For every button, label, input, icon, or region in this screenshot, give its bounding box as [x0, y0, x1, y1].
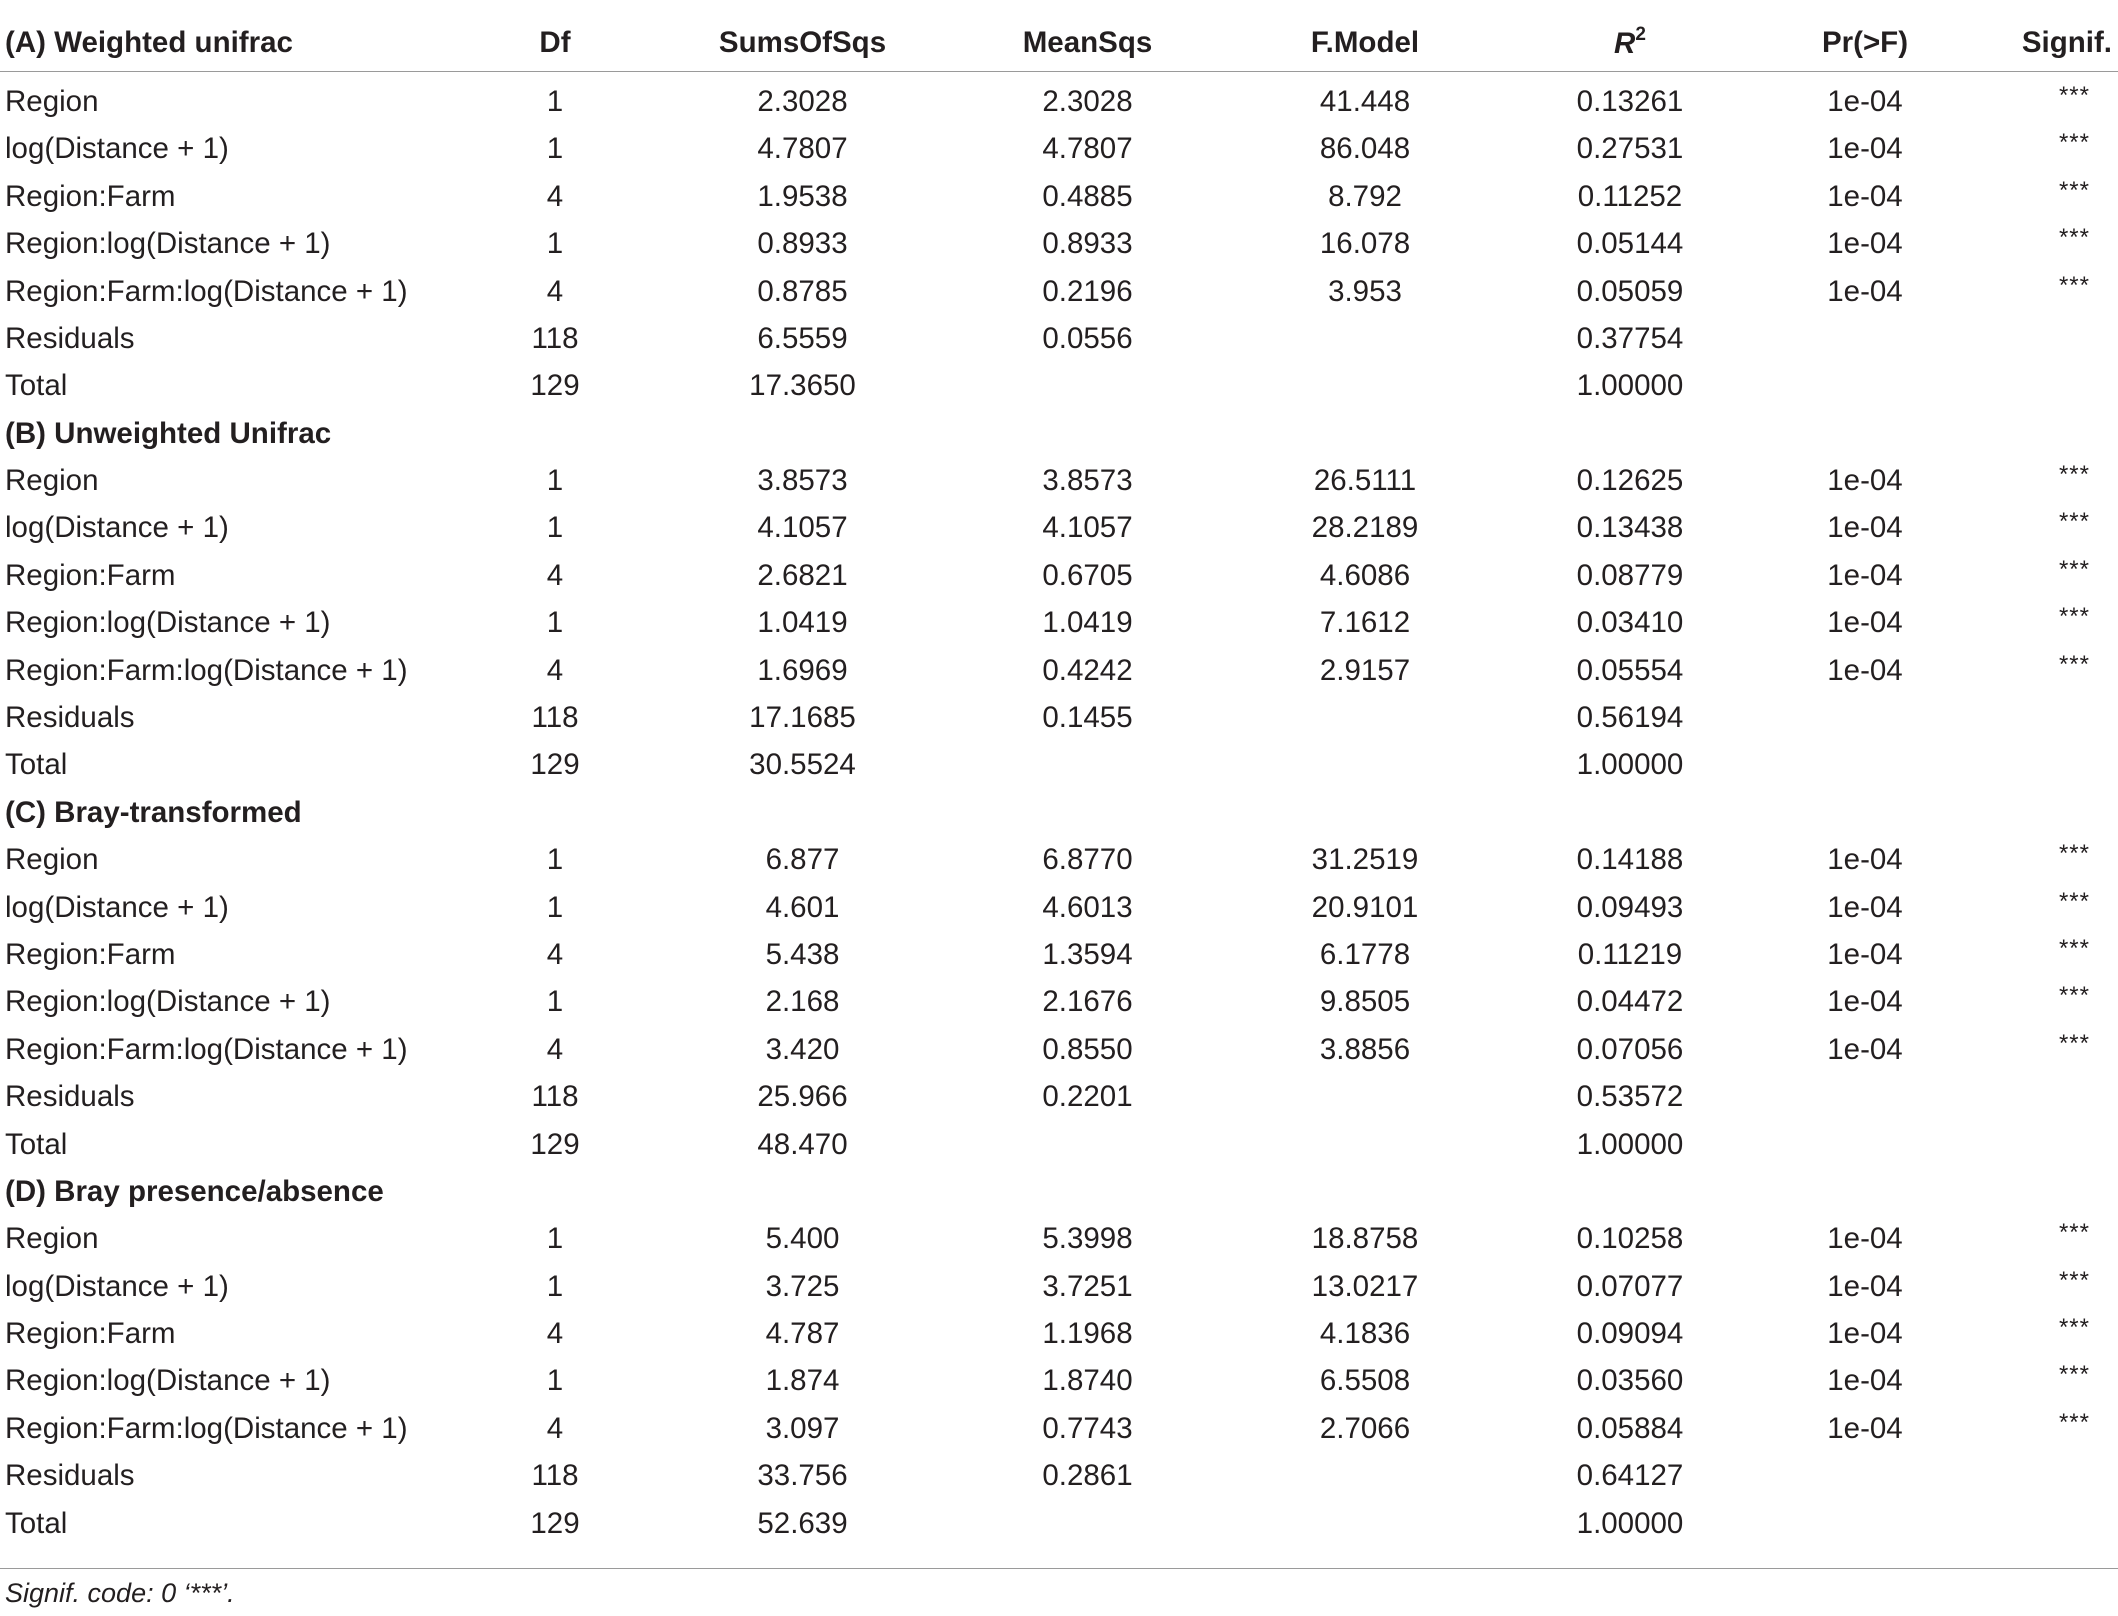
row-fmodel [1230, 362, 1500, 409]
row-term: Total [5, 369, 68, 403]
row-signif: *** [2058, 176, 2090, 204]
row-pr [1760, 1500, 1970, 1547]
row-pr: 1e-04 [1827, 1222, 1903, 1256]
row-meansqs: 2.1676 [1042, 985, 1133, 1019]
row-df: 118 [531, 1459, 579, 1493]
row-meansqs: 1.8740 [1042, 1364, 1133, 1398]
row-fmodel: 26.5111 [1313, 464, 1417, 498]
row-fmodel [1230, 1121, 1500, 1168]
row-meansqs: 1.0419 [1042, 606, 1133, 640]
row-meansqs: 0.8933 [1042, 227, 1133, 261]
row-df: 1 [546, 464, 564, 498]
row-term: Residuals [5, 701, 135, 735]
row-meansqs [945, 741, 1230, 788]
table-row [0, 1310, 2118, 1357]
table-row [0, 268, 2118, 315]
row-sumsofsqs: 2.168 [765, 985, 840, 1019]
row-meansqs: 0.2196 [1042, 274, 1133, 308]
row-fmodel: 6.5508 [1319, 1364, 1411, 1398]
row-pr [1760, 1452, 1970, 1499]
row-r2: 0.05884 [1576, 1411, 1684, 1445]
table-footnote: Signif. code: 0 ‘***’. [5, 1578, 235, 1608]
row-sumsofsqs: 17.1685 [749, 701, 856, 735]
row-term: Region:log(Distance + 1) [5, 227, 331, 261]
table-bottom-rule [0, 1568, 2118, 1569]
row-df: 1 [546, 890, 564, 924]
row-term: Region:log(Distance + 1) [5, 606, 331, 640]
row-df: 1 [546, 1269, 564, 1303]
row-fmodel: 31.2519 [1311, 843, 1419, 877]
row-sumsofsqs: 1.874 [765, 1364, 840, 1398]
row-term: log(Distance + 1) [5, 890, 229, 924]
table-row [0, 978, 2118, 1025]
row-pr: 1e-04 [1827, 464, 1903, 498]
row-fmodel [1230, 694, 1500, 741]
row-term: Region:Farm [5, 1317, 176, 1351]
row-r2: 0.13438 [1576, 511, 1684, 545]
header-fmodel: F.Model [1230, 14, 1500, 72]
row-meansqs [945, 1500, 1230, 1547]
row-fmodel: 86.048 [1319, 132, 1411, 166]
row-fmodel: 28.2189 [1311, 511, 1419, 545]
row-term: Region [5, 843, 99, 877]
row-signif: *** [2058, 1029, 2090, 1057]
row-r2: 1.00000 [1576, 369, 1684, 403]
row-df: 1 [546, 843, 564, 877]
row-r2: 0.13261 [1576, 84, 1684, 118]
row-df: 4 [546, 179, 564, 213]
row-signif-cell [1970, 505, 2118, 552]
table-row [0, 741, 2118, 788]
row-sumsofsqs: 6.5559 [757, 321, 848, 355]
row-term: Region [5, 84, 99, 118]
header-r2-superscript: 2 [1635, 23, 1646, 45]
row-fmodel: 7.1612 [1319, 606, 1411, 640]
row-fmodel: 2.7066 [1319, 1411, 1411, 1445]
row-signif-cell [1970, 599, 2118, 646]
table-row [0, 315, 2118, 362]
row-sumsofsqs: 2.3028 [757, 84, 848, 118]
header-pr: Pr(>F) [1760, 14, 1970, 72]
row-term: Region:Farm [5, 937, 176, 971]
section-title-row [0, 789, 2118, 836]
row-sumsofsqs: 5.400 [765, 1222, 840, 1256]
row-df: 4 [546, 274, 564, 308]
row-term: log(Distance + 1) [5, 511, 229, 545]
row-signif-cell [1970, 72, 2118, 126]
table-row [0, 647, 2118, 694]
row-meansqs: 5.3998 [1042, 1222, 1133, 1256]
row-r2: 0.05059 [1576, 274, 1684, 308]
section-title: (C) Bray-transformed [5, 795, 302, 829]
row-signif-cell [1970, 1073, 2118, 1120]
table-row [0, 125, 2118, 172]
row-meansqs: 6.8770 [1042, 843, 1133, 877]
row-term: Region:Farm [5, 179, 176, 213]
row-term: Total [5, 748, 68, 782]
row-signif-cell [1970, 457, 2118, 504]
row-signif: *** [2058, 129, 2090, 157]
section-title: (B) Unweighted Unifrac [5, 416, 332, 450]
row-sumsofsqs: 33.756 [757, 1459, 848, 1493]
header-meansqs: MeanSqs [945, 14, 1230, 72]
row-r2: 0.11252 [1577, 179, 1683, 213]
row-r2: 0.37754 [1576, 321, 1684, 355]
row-r2: 0.07077 [1576, 1269, 1684, 1303]
table-row [0, 1452, 2118, 1499]
table-row [0, 552, 2118, 599]
section-title-row [0, 410, 2118, 457]
row-fmodel: 4.1836 [1319, 1317, 1411, 1351]
row-meansqs: 1.1968 [1042, 1317, 1133, 1351]
row-meansqs: 0.2201 [1042, 1080, 1133, 1114]
row-fmodel [1230, 741, 1500, 788]
row-r2: 1.00000 [1576, 1506, 1684, 1540]
row-fmodel [1230, 1073, 1500, 1120]
row-pr: 1e-04 [1827, 511, 1903, 545]
row-df: 118 [531, 321, 579, 355]
row-fmodel: 41.448 [1319, 84, 1411, 118]
row-pr: 1e-04 [1827, 84, 1903, 118]
row-r2: 0.11219 [1577, 937, 1683, 971]
row-r2: 0.08779 [1576, 558, 1684, 592]
row-signif-cell [1970, 694, 2118, 741]
row-r2: 0.03410 [1576, 606, 1684, 640]
row-pr: 1e-04 [1827, 274, 1903, 308]
row-sumsofsqs: 1.9538 [757, 179, 848, 213]
row-signif: *** [2058, 461, 2090, 489]
header-df: Df [450, 14, 660, 72]
row-pr [1760, 741, 1970, 788]
row-signif: *** [2058, 555, 2090, 583]
row-df: 1 [546, 511, 564, 545]
row-meansqs: 1.3594 [1042, 937, 1133, 971]
row-fmodel: 20.9101 [1311, 890, 1419, 924]
row-signif: *** [2058, 650, 2090, 678]
row-pr: 1e-04 [1827, 843, 1903, 877]
row-term: Residuals [5, 1459, 135, 1493]
row-pr [1760, 1073, 1970, 1120]
table-body [0, 72, 2118, 1548]
table-header [0, 14, 2118, 72]
row-r2: 0.64127 [1576, 1459, 1684, 1493]
row-r2: 0.56194 [1576, 701, 1684, 735]
row-fmodel: 9.8505 [1319, 985, 1411, 1019]
row-r2: 0.10258 [1576, 1222, 1684, 1256]
row-meansqs [945, 362, 1230, 409]
row-signif: *** [2058, 1361, 2090, 1389]
row-sumsofsqs: 25.966 [757, 1080, 848, 1114]
row-sumsofsqs: 3.097 [765, 1411, 840, 1445]
row-signif-cell [1970, 647, 2118, 694]
row-pr [1760, 315, 1970, 362]
row-meansqs: 4.7807 [1042, 132, 1133, 166]
row-term: Region:Farm:log(Distance + 1) [5, 1032, 408, 1066]
row-r2: 0.07056 [1576, 1032, 1684, 1066]
row-sumsofsqs: 3.8573 [757, 464, 848, 498]
row-sumsofsqs: 4.787 [765, 1317, 840, 1351]
row-r2: 0.12625 [1576, 464, 1684, 498]
row-signif-cell [1970, 1263, 2118, 1310]
table-row [0, 1405, 2118, 1452]
table-row [0, 1263, 2118, 1310]
permanova-table [0, 14, 2118, 1547]
header-section-title: (A) Weighted unifrac [0, 14, 450, 72]
row-signif-cell [1970, 1500, 2118, 1547]
row-signif: *** [2058, 1266, 2090, 1294]
row-pr: 1e-04 [1827, 890, 1903, 924]
row-signif-cell [1970, 741, 2118, 788]
row-pr: 1e-04 [1827, 1411, 1903, 1445]
row-signif: *** [2058, 1408, 2090, 1436]
row-pr: 1e-04 [1827, 1032, 1903, 1066]
row-sumsofsqs: 6.877 [765, 843, 840, 877]
row-df: 4 [546, 937, 564, 971]
row-pr: 1e-04 [1827, 558, 1903, 592]
row-fmodel: 3.953 [1328, 274, 1402, 308]
row-fmodel: 2.9157 [1319, 653, 1411, 687]
row-sumsofsqs: 1.0419 [757, 606, 848, 640]
row-term: Total [5, 1127, 68, 1161]
row-term: Region [5, 464, 99, 498]
table-row [0, 599, 2118, 646]
row-signif: *** [2058, 840, 2090, 868]
row-signif-cell [1970, 884, 2118, 931]
row-signif-cell [1970, 1026, 2118, 1073]
row-signif-cell [1970, 836, 2118, 883]
table-row [0, 173, 2118, 220]
section-title-row [0, 1168, 2118, 1215]
table-row [0, 220, 2118, 267]
row-term: Region:log(Distance + 1) [5, 985, 331, 1019]
row-sumsofsqs: 1.6969 [757, 653, 848, 687]
row-sumsofsqs: 4.601 [765, 890, 840, 924]
table-row [0, 457, 2118, 504]
table-row [0, 1026, 2118, 1073]
header-r2 [1500, 14, 1760, 72]
row-r2: 0.53572 [1576, 1080, 1684, 1114]
row-fmodel [1230, 1452, 1500, 1499]
row-df: 1 [546, 985, 564, 1019]
row-signif: *** [2058, 1314, 2090, 1342]
row-signif: *** [2058, 982, 2090, 1010]
row-term: Residuals [5, 321, 135, 355]
row-signif-cell [1970, 125, 2118, 172]
row-df: 129 [530, 1127, 580, 1161]
row-pr: 1e-04 [1827, 1317, 1903, 1351]
row-signif: *** [2058, 81, 2090, 109]
table-row [0, 931, 2118, 978]
row-signif-cell [1970, 1310, 2118, 1357]
row-fmodel [1230, 1500, 1500, 1547]
row-df: 129 [530, 1506, 580, 1540]
row-signif: *** [2058, 887, 2090, 915]
row-fmodel: 3.8856 [1319, 1032, 1411, 1066]
row-signif-cell [1970, 315, 2118, 362]
row-pr: 1e-04 [1827, 132, 1903, 166]
row-fmodel: 6.1778 [1319, 937, 1411, 971]
table-row [0, 884, 2118, 931]
row-df: 1 [546, 84, 564, 118]
row-r2: 0.04472 [1576, 985, 1684, 1019]
row-pr: 1e-04 [1827, 179, 1903, 213]
header-r2-base: R [1614, 26, 1636, 60]
row-fmodel: 4.6086 [1319, 558, 1411, 592]
row-meansqs: 0.7743 [1042, 1411, 1133, 1445]
row-r2: 0.05554 [1576, 653, 1684, 687]
row-pr: 1e-04 [1827, 606, 1903, 640]
row-fmodel: 8.792 [1328, 179, 1402, 213]
row-pr: 1e-04 [1827, 937, 1903, 971]
header-signif: Signif. [1970, 14, 2118, 72]
table-row [0, 362, 2118, 409]
row-df: 129 [530, 369, 580, 403]
table-row [0, 1358, 2118, 1405]
row-meansqs: 2.3028 [1042, 84, 1133, 118]
row-signif: *** [2058, 1219, 2090, 1247]
row-meansqs: 3.8573 [1042, 464, 1133, 498]
row-signif: *** [2058, 603, 2090, 631]
row-sumsofsqs: 5.438 [765, 937, 840, 971]
row-fmodel: 16.078 [1319, 227, 1411, 261]
row-meansqs: 3.7251 [1042, 1269, 1133, 1303]
row-df: 4 [546, 1411, 564, 1445]
row-signif: *** [2058, 271, 2090, 299]
table-row [0, 505, 2118, 552]
row-signif-cell [1970, 978, 2118, 1025]
row-term: Region [5, 1222, 99, 1256]
header-row [0, 14, 2118, 72]
row-signif-cell [1970, 1452, 2118, 1499]
row-term: Region:Farm [5, 558, 176, 592]
row-r2: 0.03560 [1576, 1364, 1684, 1398]
section-title: (D) Bray presence/absence [5, 1174, 384, 1208]
row-r2: 0.09094 [1576, 1317, 1684, 1351]
row-df: 129 [530, 748, 580, 782]
row-fmodel: 18.8758 [1311, 1222, 1419, 1256]
table-row [0, 1073, 2118, 1120]
row-signif-cell [1970, 268, 2118, 315]
row-r2: 1.00000 [1576, 1127, 1684, 1161]
row-signif-cell [1970, 931, 2118, 978]
row-signif-cell [1970, 1358, 2118, 1405]
row-sumsofsqs: 3.725 [765, 1269, 840, 1303]
row-term: log(Distance + 1) [5, 1269, 229, 1303]
row-signif-cell [1970, 220, 2118, 267]
row-r2: 0.09493 [1576, 890, 1684, 924]
row-term: Region:log(Distance + 1) [5, 1364, 331, 1398]
row-pr: 1e-04 [1827, 227, 1903, 261]
row-sumsofsqs: 4.7807 [757, 132, 848, 166]
row-meansqs: 0.2861 [1042, 1459, 1133, 1493]
row-fmodel: 13.0217 [1311, 1269, 1419, 1303]
row-signif: *** [2058, 934, 2090, 962]
row-sumsofsqs: 4.1057 [757, 511, 848, 545]
row-r2: 1.00000 [1576, 748, 1684, 782]
header-sumsofsqs: SumsOfSqs [660, 14, 945, 72]
row-meansqs: 0.4242 [1042, 653, 1133, 687]
row-df: 4 [546, 558, 564, 592]
row-term: Region:Farm:log(Distance + 1) [5, 653, 408, 687]
row-df: 118 [531, 701, 579, 735]
row-pr: 1e-04 [1827, 1364, 1903, 1398]
table-row [0, 1121, 2118, 1168]
row-term: Region:Farm:log(Distance + 1) [5, 1411, 408, 1445]
row-sumsofsqs: 48.470 [757, 1127, 848, 1161]
row-meansqs: 0.6705 [1042, 558, 1133, 592]
table-row [0, 1500, 2118, 1547]
row-df: 1 [546, 132, 564, 166]
row-signif: *** [2058, 508, 2090, 536]
row-term: Region:Farm:log(Distance + 1) [5, 274, 408, 308]
table-row [0, 836, 2118, 883]
row-term: Residuals [5, 1080, 135, 1114]
row-meansqs [945, 1121, 1230, 1168]
row-meansqs: 4.1057 [1042, 511, 1133, 545]
table-row [0, 72, 2118, 126]
row-df: 4 [546, 653, 564, 687]
row-signif-cell [1970, 1121, 2118, 1168]
row-r2: 0.27531 [1576, 132, 1684, 166]
row-sumsofsqs: 52.639 [757, 1506, 848, 1540]
row-df: 1 [546, 1222, 564, 1256]
row-pr [1760, 362, 1970, 409]
row-pr: 1e-04 [1827, 653, 1903, 687]
row-signif-cell [1970, 1405, 2118, 1452]
row-meansqs: 0.8550 [1042, 1032, 1133, 1066]
row-sumsofsqs: 0.8785 [757, 274, 848, 308]
row-meansqs: 0.0556 [1042, 321, 1133, 355]
row-pr [1760, 1121, 1970, 1168]
row-meansqs: 0.1455 [1042, 701, 1133, 735]
row-signif-cell [1970, 552, 2118, 599]
row-df: 1 [546, 606, 564, 640]
row-df: 1 [546, 1364, 564, 1398]
row-sumsofsqs: 2.6821 [757, 558, 848, 592]
row-signif-cell [1970, 1215, 2118, 1262]
row-df: 1 [546, 227, 564, 261]
row-sumsofsqs: 0.8933 [757, 227, 848, 261]
row-r2: 0.14188 [1576, 843, 1684, 877]
row-df: 4 [546, 1032, 564, 1066]
row-pr: 1e-04 [1827, 985, 1903, 1019]
row-meansqs: 0.4885 [1042, 179, 1133, 213]
row-df: 4 [546, 1317, 564, 1351]
row-term: log(Distance + 1) [5, 132, 229, 166]
row-pr [1760, 694, 1970, 741]
row-sumsofsqs: 17.3650 [749, 369, 856, 403]
row-term: Total [5, 1506, 68, 1540]
table-row [0, 1215, 2118, 1262]
row-pr: 1e-04 [1827, 1269, 1903, 1303]
row-meansqs: 4.6013 [1042, 890, 1133, 924]
row-sumsofsqs: 30.5524 [749, 748, 856, 782]
row-r2: 0.05144 [1576, 227, 1684, 261]
row-signif-cell [1970, 362, 2118, 409]
row-fmodel [1230, 315, 1500, 362]
row-signif: *** [2058, 224, 2090, 252]
row-signif-cell [1970, 173, 2118, 220]
row-sumsofsqs: 3.420 [765, 1032, 840, 1066]
row-df: 118 [531, 1080, 579, 1114]
table-row [0, 694, 2118, 741]
